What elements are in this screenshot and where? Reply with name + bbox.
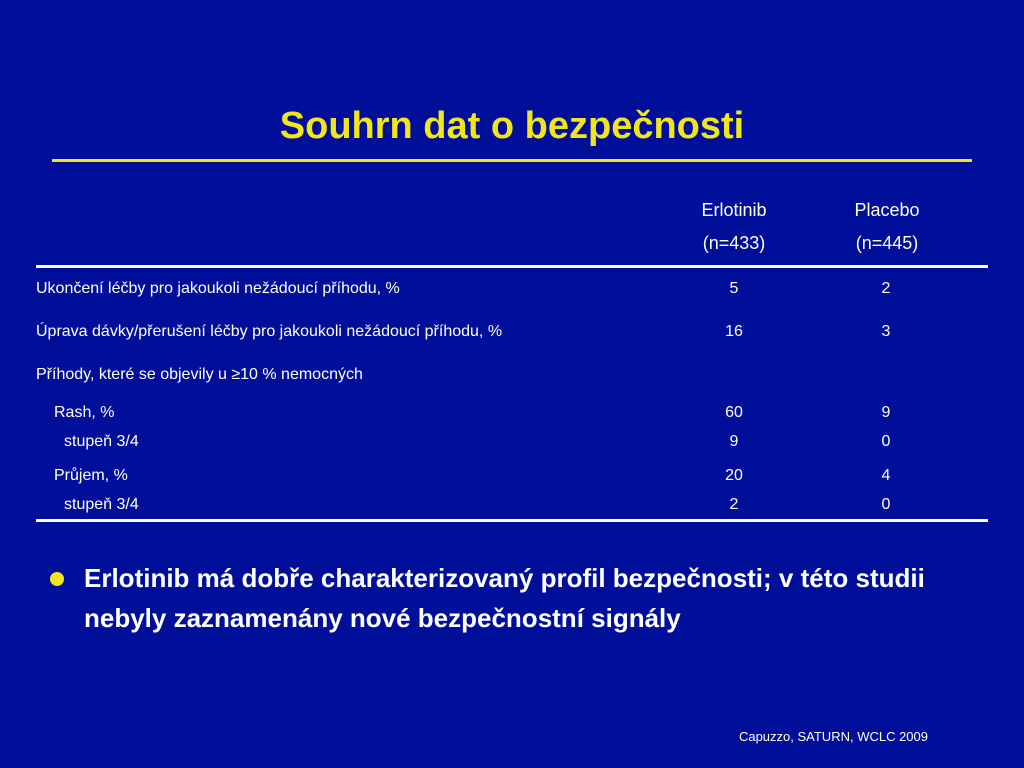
table-row (0, 493, 1024, 517)
placebo-value: 2 (881, 280, 891, 297)
table-row (0, 277, 1024, 301)
bullet-dot-icon (50, 572, 64, 586)
table-row (0, 430, 1024, 454)
column-header-erlotinib-n: (n=433) (702, 233, 766, 253)
table-row (0, 464, 1024, 488)
erlotinib-value: 5 (729, 280, 739, 297)
erlotinib-value: 20 (725, 467, 743, 484)
placebo-value: 9 (881, 404, 891, 421)
table-header-rule (36, 265, 988, 268)
table-row (0, 401, 1024, 425)
row-label: Úprava dávky/přerušení léčby pro jakoukoli nežádoucí příhodu, % (36, 323, 503, 340)
placebo-value: 3 (881, 323, 891, 340)
column-header-erlotinib: Erlotinib (701, 200, 767, 220)
footnote-citation: Capuzzo, SATURN, WCLC 2009 (738, 729, 928, 744)
table-row (0, 363, 1024, 387)
row-label: stupeň 3/4 (64, 433, 139, 450)
slide-title: Souhrn dat o bezpečnosti (279, 105, 745, 147)
erlotinib-value: 2 (729, 496, 739, 513)
erlotinib-value: 9 (729, 433, 739, 450)
column-header-placebo-n: (n=445) (855, 233, 919, 253)
title-underline (52, 159, 972, 162)
bullet-text: Erlotinib má dobře charakterizovaný profil bezpečnosti; v této studii nebyly zaznamenány nové bezpečnostní signály (84, 563, 925, 633)
table-bottom-rule (36, 519, 988, 522)
placebo-value: 0 (881, 496, 891, 513)
column-header-placebo: Placebo (854, 200, 920, 220)
row-label: stupeň 3/4 (64, 496, 139, 513)
placebo-value: 4 (881, 467, 891, 484)
erlotinib-value: 16 (725, 323, 743, 340)
placebo-value: 0 (881, 433, 891, 450)
row-label: Příhody, které se objevily u ≥10 % nemocných (36, 366, 363, 383)
table-row (0, 320, 1024, 344)
row-label: Průjem, % (54, 467, 128, 484)
row-label: Rash, % (54, 404, 115, 421)
row-label: Ukončení léčby pro jakoukoli nežádoucí příhodu, % (36, 280, 400, 297)
erlotinib-value: 60 (725, 404, 743, 421)
